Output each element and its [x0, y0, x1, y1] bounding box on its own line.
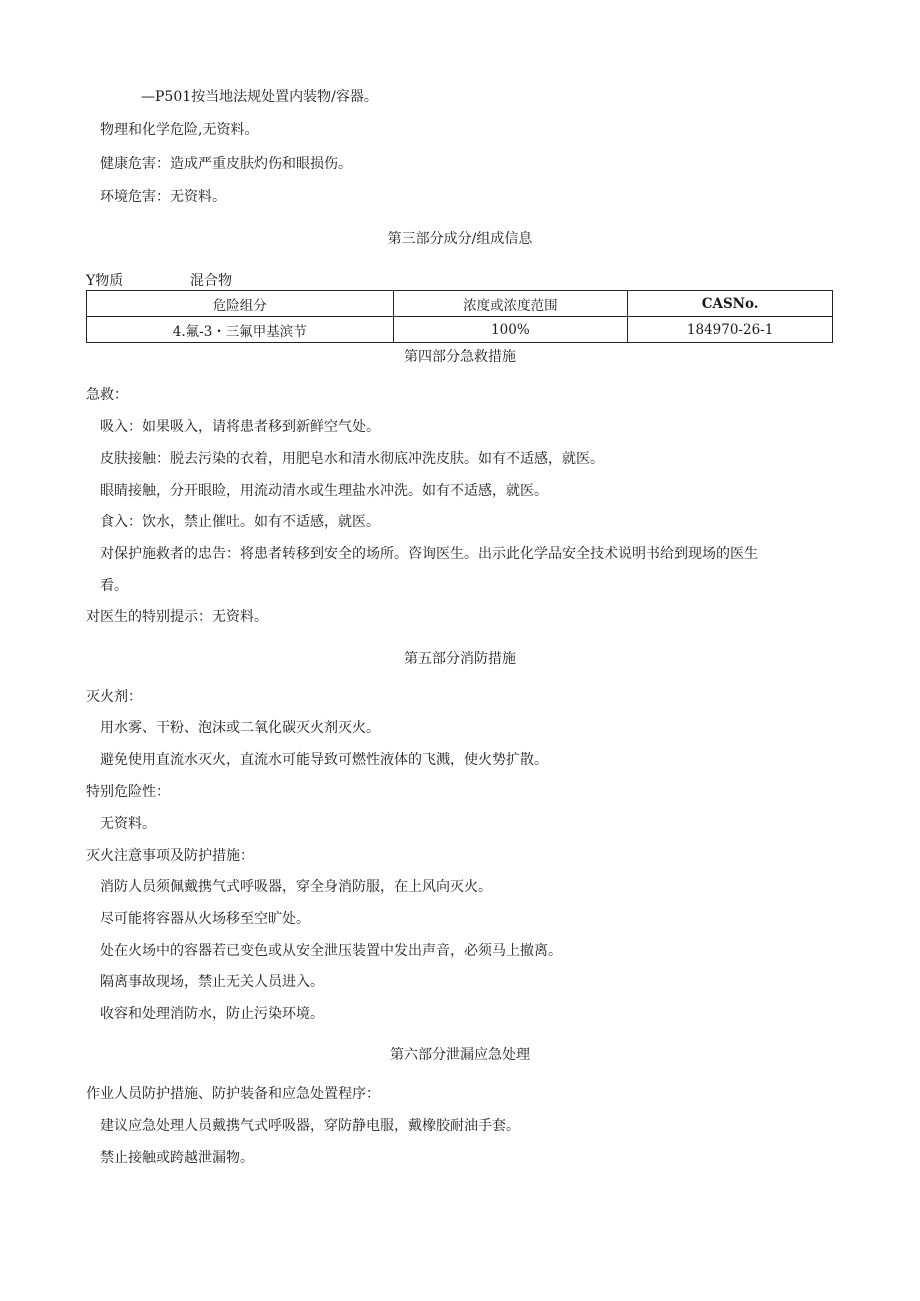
mixture-label: 混合物: [190, 273, 232, 289]
list-item: 消防人员须佩戴携气式呼吸器，穿全身消防服，在上风向灭火。: [100, 879, 492, 895]
section5-title: 第五部分消防措施: [404, 651, 516, 667]
section4-title: 第四部分急救措施: [404, 349, 516, 365]
eye-contact-text: 眼睛接触，分开眼睑，用流动清水或生理盐水冲洗。如有不适感，就医。: [100, 483, 548, 499]
table-row: [87, 317, 833, 343]
environment-hazard-text: 环境危害：无资料。: [100, 189, 226, 205]
emergency-procedures-label: 作业人员防护措施、防护装备和应急处置程序：: [86, 1086, 380, 1102]
table-header-cell: 危险组分: [87, 291, 394, 317]
ingestion-text: 食入：饮水，禁止催吐。如有不适感，就医。: [100, 514, 380, 530]
composition-table: [86, 290, 833, 343]
special-hazard-label: 特别危险性：: [86, 784, 170, 800]
list-item: 隔离事故现场，禁止无关人员进入。: [100, 974, 324, 990]
list-item: 收容和处理消防水，防止污染环境。: [100, 1006, 324, 1022]
rescuer-advice-line1: 对保护施救者的忠告：将患者转移到安全的场所。咨询医生。出示此化学品安全技术说明书给到现场的医生: [100, 546, 758, 562]
list-item: 建议应急处理人员戴携气式呼吸器，穿防静电服，戴橡胶耐油手套。: [100, 1118, 520, 1134]
firefighting-precautions-label: 灭火注意事项及防护措施：: [86, 848, 254, 864]
health-hazard-text: 健康危害：造成严重皮肤灼伤和眼损伤。: [100, 156, 352, 172]
special-hazard-text: 无资料。: [100, 816, 156, 832]
table-header-cell: 浓度或浓度范围: [393, 291, 628, 317]
avoid-water-jet-text: 避免使用直流水灭火，直流水可能导致可燃性液体的飞溅，使火势扩散。: [100, 752, 548, 768]
table-cell: 4.氟-3・三氟甲基滨节: [87, 317, 394, 343]
table-header-row: [87, 291, 833, 317]
substance-label: Y物质: [86, 273, 124, 289]
list-item: 处在火场中的容器若已变色或从安全泄压装置中发出声音，必须马上撤离。: [100, 943, 562, 959]
skin-contact-text: 皮肤接触：脱去污染的衣着，用肥皂水和清水彻底冲洗皮肤。如有不适感，就医。: [100, 451, 604, 467]
table-cell: 100%: [393, 317, 628, 343]
list-item: 尽可能将容器从火场移至空旷处。: [100, 911, 310, 927]
inhalation-text: 吸入：如果吸入，请将患者移到新鲜空气处。: [100, 419, 380, 435]
section6-title: 第六部分泄漏应急处理: [390, 1047, 530, 1063]
table-header-cell: CASNo.: [628, 291, 833, 317]
doctor-note: 对医生的特别提示：无资料。: [86, 609, 268, 625]
list-item: 禁止接触或跨越泄漏物。: [100, 1150, 254, 1166]
table-cell: 184970-26-1: [628, 317, 833, 343]
extinguishing-agents-label: 灭火剂：: [86, 689, 142, 705]
physical-hazard-text: 物理和化学危险,无资料。: [100, 122, 259, 138]
section3-title: 第三部分成分/组成信息: [387, 231, 533, 247]
rescuer-advice-line2: 看。: [100, 578, 128, 594]
p501-statement: —P501按当地法规处置内装物/容器。: [141, 89, 378, 105]
first-aid-label: 急救：: [86, 387, 128, 403]
extinguishing-agents-text: 用水雾、干粉、泡沫或二氧化碳灭火剂灭火。: [100, 720, 380, 736]
